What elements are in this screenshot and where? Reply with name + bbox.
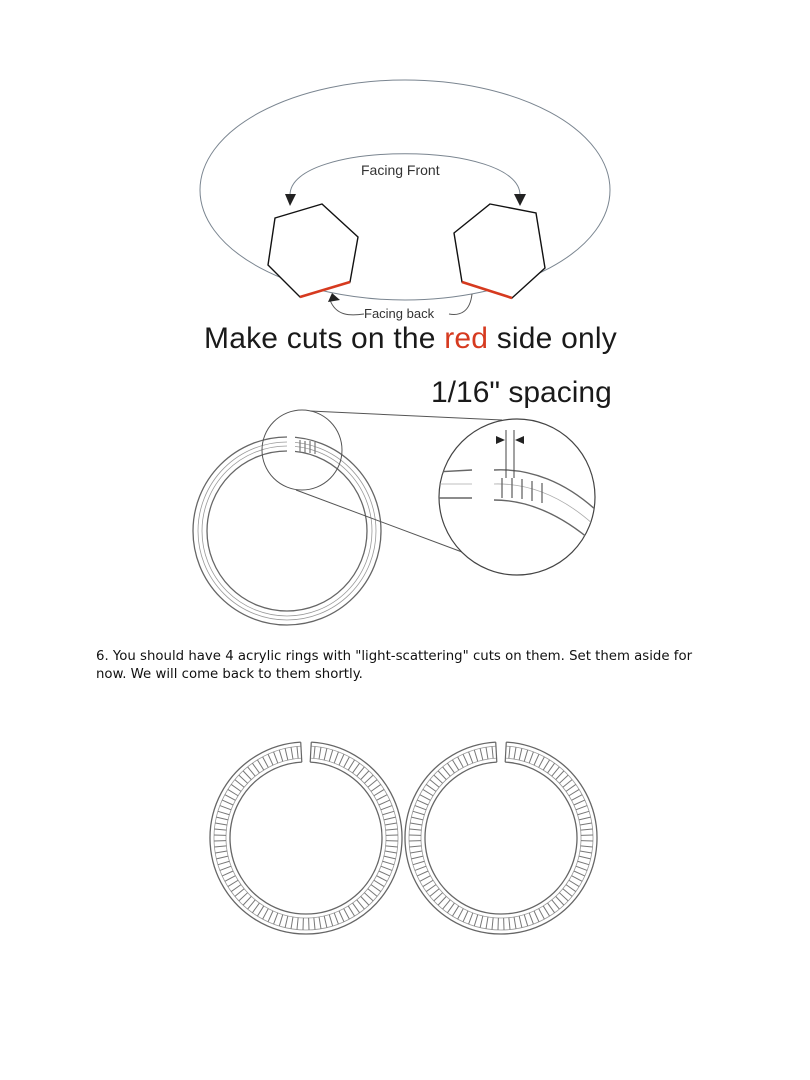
ring-cut-mark — [225, 795, 236, 801]
ring-cut-mark — [434, 775, 443, 783]
ring-cut-mark — [559, 893, 568, 901]
ring-cut-mark — [452, 760, 458, 770]
ring-cut-mark — [420, 876, 431, 882]
ring-cut-mark — [469, 913, 473, 924]
ring-band-edge — [226, 758, 386, 918]
ring-cut-mark — [563, 889, 572, 897]
ring-cut-mark — [426, 784, 436, 791]
ring-cut-mark — [231, 784, 241, 791]
ring-cut-mark — [353, 903, 360, 913]
ring-cut-mark — [279, 915, 282, 926]
ring-cut-mark — [548, 763, 555, 773]
ring-cut-mark — [578, 861, 589, 864]
finished-ring-2 — [405, 742, 597, 934]
ring-cut-mark — [438, 896, 446, 905]
ring-cut-mark — [216, 817, 228, 820]
ring-cut-mark — [235, 889, 244, 897]
ring-cut-mark — [344, 757, 350, 768]
ring-cut-mark — [357, 767, 365, 776]
ring-cut-mark — [225, 876, 236, 882]
ring-cut-mark — [411, 817, 423, 820]
ring-cut-mark — [580, 851, 592, 853]
ring-cut-mark — [458, 757, 464, 768]
ring-cut-mark — [235, 780, 244, 788]
ring-cut-mark — [228, 789, 238, 795]
ring-cut-mark — [548, 903, 555, 913]
ring-cut-mark — [474, 915, 477, 926]
ring-cut-mark — [268, 911, 273, 922]
facing-back-label: Facing back — [364, 306, 435, 321]
ring-cut-mark — [581, 829, 593, 830]
ring-cut-mark — [384, 817, 396, 820]
ring-cut-mark — [319, 747, 321, 759]
ring-cut-mark — [556, 771, 564, 780]
ring-cut-mark — [529, 752, 533, 763]
ring-cut-mark — [556, 896, 564, 905]
ring-cut-mark — [218, 811, 229, 814]
ring-cut-mark — [539, 757, 545, 768]
ring-edge — [405, 742, 597, 934]
ring-cut-mark — [480, 916, 483, 928]
ring-cut-mark — [239, 775, 248, 783]
ring-cut-mark — [552, 767, 560, 776]
ring-cut-mark — [514, 917, 516, 929]
ring-cut-mark — [361, 771, 369, 780]
outer-loop-arc — [200, 80, 610, 300]
ring-cut-mark — [486, 917, 488, 929]
ring-cut-mark — [368, 780, 377, 788]
ring-cut-mark — [434, 893, 443, 901]
ring-cut-mark — [348, 906, 354, 916]
arrow-front-right-icon — [514, 194, 526, 206]
arrow-front-left-icon — [285, 194, 296, 206]
finished-rings — [210, 742, 597, 934]
zoom-connector-top — [310, 411, 502, 420]
ring-cut-mark — [543, 906, 549, 916]
ring-cut-mark — [386, 846, 398, 847]
ring-cut-mark — [220, 806, 231, 810]
ring-cut-mark — [386, 829, 398, 830]
ring-outer-mid — [198, 442, 376, 620]
ring-cut-mark — [385, 851, 397, 853]
ring-cut-mark — [368, 889, 377, 897]
ring-cut-mark — [576, 806, 587, 810]
ring-cut-mark — [574, 871, 585, 876]
ring-cut-mark — [216, 856, 228, 859]
ring-cut-mark — [377, 876, 388, 882]
ring-cut-mark — [543, 760, 549, 770]
ring-cut-mark — [579, 856, 591, 859]
ring-cut-mark — [339, 911, 344, 922]
ring-cut-mark — [410, 851, 422, 853]
ring-cut-mark — [534, 754, 539, 765]
ring-cut-mark — [314, 918, 315, 930]
ring-cut-mark — [334, 752, 338, 763]
finished-ring-1 — [210, 742, 402, 934]
ring-cut-mark — [581, 846, 593, 847]
ring-band-edge — [421, 758, 581, 918]
ring-cut-mark — [409, 829, 421, 830]
ring-cut-mark — [534, 911, 539, 922]
ring-cut-mark — [420, 795, 431, 801]
headline-pre: Make cuts on the — [204, 322, 445, 355]
ring-cut-mark — [579, 817, 591, 820]
ring-cut-mark — [563, 780, 572, 788]
ring-cut-mark — [384, 856, 396, 859]
ring-cut-mark — [443, 900, 451, 909]
ring-cut-mark — [329, 915, 332, 926]
ring-cut-mark — [239, 893, 248, 901]
ring-cut-mark — [263, 757, 269, 768]
ring-cut-mark — [248, 900, 256, 909]
headline-post: side only — [488, 322, 617, 355]
ring-cut-mark — [578, 811, 589, 814]
ring-cut-mark — [257, 760, 263, 770]
ring-cut-mark — [381, 806, 392, 810]
ring-cut-mark — [222, 871, 233, 876]
ring-cut-mark — [218, 861, 229, 864]
ring-cut-mark — [539, 909, 545, 920]
ring-cut-mark — [291, 747, 293, 759]
ring-cut-mark — [509, 746, 510, 758]
ring-cut-mark — [486, 747, 488, 759]
ring-gap-cap — [301, 742, 302, 762]
ring-cut-mark — [480, 748, 483, 760]
finished-ring-group — [210, 742, 597, 934]
ring-cut-mark — [285, 916, 288, 928]
headline-red-word: red — [444, 322, 489, 355]
ring-cut-mark — [430, 889, 439, 897]
ring-cut-mark — [319, 917, 321, 929]
ring-cut-mark — [214, 846, 226, 847]
ring-cut-mark — [297, 918, 298, 930]
spacing-label: 1/16" spacing — [431, 376, 612, 409]
facing-front-label: Facing Front — [361, 162, 440, 178]
ring-cut-mark — [413, 861, 424, 864]
ring-edge — [210, 742, 402, 934]
ring-cut-mark — [572, 795, 583, 801]
ring-cut-mark — [447, 763, 454, 773]
ring-cut-mark — [415, 806, 426, 810]
ring-cut-mark — [339, 754, 344, 765]
ring-detail-diagram — [193, 410, 598, 625]
ring-cut-mark — [314, 746, 315, 758]
ring-cut-mark — [492, 746, 493, 758]
ring-cut-mark — [383, 811, 394, 814]
ring-cut-mark — [569, 789, 579, 795]
ring-cut-mark — [257, 906, 263, 916]
ring-cut-mark — [463, 911, 468, 922]
ring-cut-mark — [374, 880, 384, 886]
ring-cut-mark — [344, 909, 350, 920]
ring-cut-mark — [252, 903, 259, 913]
ring-cut-mark — [263, 909, 269, 920]
ring-cut-mark — [452, 906, 458, 916]
ring-cut-mark — [576, 866, 587, 870]
ring-cut-mark — [572, 876, 583, 882]
ring-band-edge — [214, 746, 398, 930]
ring-cut-mark — [248, 767, 256, 776]
instruction-paragraph: 6. You should have 4 acrylic rings with "light-scattering" cuts on them. Set them aside for now. We will come back to them shortly. — [96, 649, 693, 682]
ring-gap-cap — [505, 742, 506, 762]
ring-cut-mark — [252, 763, 259, 773]
ring-edge — [425, 762, 577, 914]
ring-cut-mark — [268, 754, 273, 765]
ring-cut-mark — [415, 866, 426, 870]
ring-cut-mark — [514, 747, 516, 759]
ring-cut-mark — [410, 823, 422, 825]
ring-cut-mark — [285, 748, 288, 760]
facing-back-leader — [330, 300, 364, 315]
ring-cut-mark — [353, 763, 360, 773]
ring-cut-mark — [443, 767, 451, 776]
ring-cut-mark — [231, 885, 241, 892]
ring-cut-mark — [519, 748, 522, 760]
ring-cut-mark — [379, 871, 390, 876]
ring-cut-mark — [430, 780, 439, 788]
ring-gap-cap — [310, 742, 311, 762]
ring-cut-mark — [324, 748, 327, 760]
ring-cut-mark — [469, 752, 473, 763]
ring-cut-mark — [519, 916, 522, 928]
ring-cut-mark — [411, 856, 423, 859]
headline — [204, 322, 617, 356]
ring-cut-mark — [423, 880, 433, 886]
ring-cut-mark — [279, 750, 282, 761]
ring-gap-cap — [496, 742, 497, 762]
hexagon-orientation-diagram — [200, 80, 610, 315]
ring-cut-mark — [324, 916, 327, 928]
ring-cut-mark — [228, 880, 238, 886]
ring-cut-mark — [364, 775, 373, 783]
ring-cut-mark — [417, 800, 428, 805]
ring-cut-mark — [364, 893, 373, 901]
ring-cut-mark — [371, 784, 381, 791]
ring-cut-mark — [423, 789, 433, 795]
ring-inner-edge — [207, 451, 367, 611]
ring-gap — [287, 434, 295, 454]
zoom-connector-bottom — [296, 490, 462, 552]
ring-cut-mark — [222, 800, 233, 805]
ring-cut-mark — [509, 918, 510, 930]
zoom-circle — [439, 419, 595, 575]
ring-cut-mark — [413, 811, 424, 814]
ring-cut-mark — [524, 750, 527, 761]
ring-cut-mark — [566, 885, 576, 892]
ring-cut-mark — [215, 823, 227, 825]
ring-cut-mark — [447, 903, 454, 913]
ring-cut-mark — [569, 880, 579, 886]
ring-cut-mark — [574, 800, 585, 805]
ring-cut-mark — [243, 771, 251, 780]
ring-cut-mark — [492, 918, 493, 930]
ring-cut-mark — [334, 913, 338, 924]
ring-cut-mark — [524, 915, 527, 926]
ring-cut-mark — [409, 846, 421, 847]
ring-cut-mark — [381, 866, 392, 870]
ring-cut-mark — [385, 823, 397, 825]
ring-cut-mark — [220, 866, 231, 870]
ring-cut-mark — [383, 861, 394, 864]
ring-cut-mark — [580, 823, 592, 825]
ring-outer-edge — [193, 437, 381, 625]
ring-cut-mark — [529, 913, 533, 924]
ring-cut-mark — [566, 784, 576, 791]
ring-edge — [230, 762, 382, 914]
ring-cut-mark — [379, 800, 390, 805]
ring-cut-mark — [214, 829, 226, 830]
ring-cut-mark — [417, 871, 428, 876]
ring-cut-mark — [474, 750, 477, 761]
zoom-source-circle — [262, 410, 342, 490]
ring-cut-mark — [458, 909, 464, 920]
ring-cut-mark — [377, 795, 388, 801]
ring-cut-mark — [559, 775, 568, 783]
ring-cut-mark — [357, 900, 365, 909]
ring-cut-mark — [552, 900, 560, 909]
ring-inner-mid — [202, 446, 372, 616]
ring-cut-mark — [371, 885, 381, 892]
ring-cut-mark — [291, 917, 293, 929]
ring-cut-mark — [243, 896, 251, 905]
ring-cut-mark — [274, 913, 278, 924]
ring-band-edge — [409, 746, 593, 930]
ring-cut-mark — [274, 752, 278, 763]
ring-cut-mark — [438, 771, 446, 780]
ring-cut-mark — [463, 754, 468, 765]
ring-cut-mark — [374, 789, 384, 795]
ring-cut-mark — [215, 851, 227, 853]
ring-cut-mark — [361, 896, 369, 905]
ring-cut-mark — [348, 760, 354, 770]
ring-cut-mark — [329, 750, 332, 761]
ring-cut-mark — [297, 746, 298, 758]
ring-cut-mark — [426, 885, 436, 892]
